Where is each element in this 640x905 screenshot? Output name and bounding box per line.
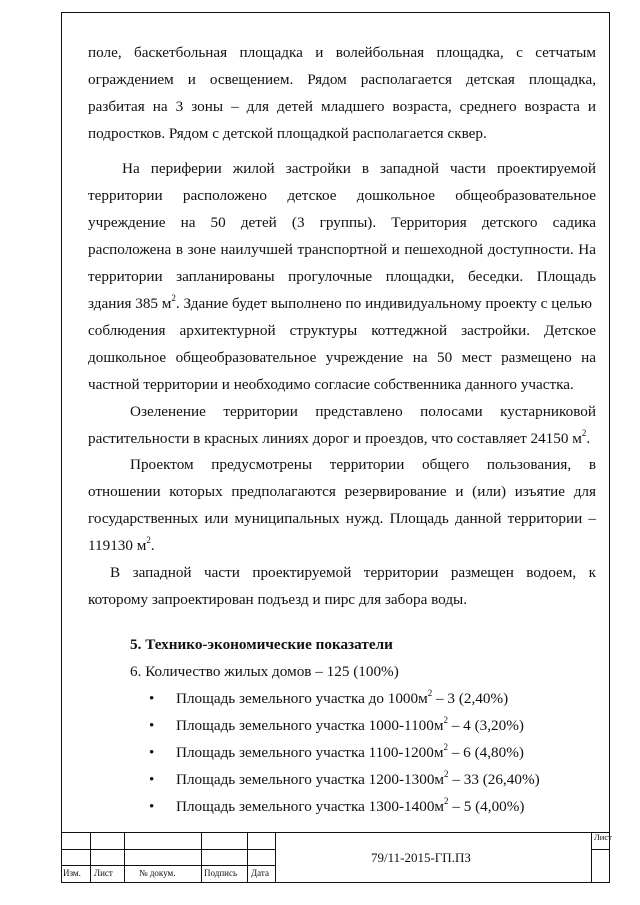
- text-span: растительности в красных линиях дорог и проездов, что составляет 24150 м: [88, 430, 582, 447]
- bullet-text: – 6 (4,80%): [447, 744, 524, 761]
- text-line: [88, 534, 596, 555]
- text-line: [88, 292, 596, 313]
- text-span: .: [586, 430, 591, 447]
- divider: [201, 832, 202, 883]
- text-line: отношении которых предполагаются резервирование и (или) изъятие для: [88, 483, 596, 500]
- bullet-text: Площадь земельного участка 1100-1200м: [176, 744, 444, 761]
- title-block: [61, 832, 610, 883]
- divider: [591, 832, 592, 883]
- bullet-icon: •: [149, 690, 155, 707]
- text-line: ограждением и освещением. Рядом располагается детская площадка,: [88, 71, 596, 88]
- divider: [124, 832, 125, 883]
- caption-izm: Изм.: [63, 868, 81, 878]
- text-line: государственных или муниципальных нужд. Площадь данной территории –: [88, 510, 596, 527]
- bullet-text: Площадь земельного участка 1000-1100м: [176, 717, 444, 734]
- list-item: 6. Количество жилых домов – 125 (100%): [130, 663, 399, 680]
- text-line: учреждение на 50 детей (3 группы). Территория детского садика: [88, 214, 596, 231]
- bullet-text: Площадь земельного участка 1200-1300м: [176, 771, 445, 788]
- divider: [90, 832, 91, 883]
- bullet-text: – 4 (3,20%): [447, 717, 524, 734]
- text-line: разбитая на 3 зоны – для детей младшего возраста, среднего возраста и: [88, 98, 596, 115]
- text-line: [88, 427, 596, 448]
- sheet-label: Лист: [594, 832, 612, 842]
- caption-date: Дата: [251, 868, 269, 878]
- caption-signature: Подпись: [204, 868, 238, 878]
- section-heading: 5. Технико-экономические показатели: [130, 636, 393, 653]
- bullet-text: Площадь земельного участка 1300-1400м: [176, 798, 445, 815]
- text-line: Проектом предусмотрены территории общего пользования, в: [130, 456, 596, 473]
- text-line: которому запроектирован подъезд и пирс для забора воды.: [88, 591, 468, 608]
- caption-doc-number: № докум.: [139, 868, 176, 878]
- superscript: 2: [443, 714, 448, 725]
- divider: [247, 832, 248, 883]
- text-line: На периферии жилой застройки в западной части проектируемой: [122, 160, 596, 177]
- superscript: 2: [171, 292, 176, 303]
- text-span: . Здание будет выполнено по индивидуальному проекту с целью: [175, 295, 592, 312]
- text-line: соблюдения архитектурной структуры коттеджной застройки. Детское: [88, 322, 596, 339]
- text-line: территории расположено детское дошкольное общеобразовательное: [88, 187, 596, 204]
- text-line: поле, баскетбольная площадка и волейбольная площадка, с сетчатым: [88, 44, 596, 61]
- bullet-icon: •: [149, 744, 155, 761]
- divider: [61, 849, 275, 850]
- text-line: частной территории и необходимо согласие собственника данного участка.: [88, 376, 574, 393]
- text-line: дошкольное общеобразовательное учреждение на 50 мест размещено на: [88, 349, 596, 366]
- superscript: 2: [444, 795, 449, 806]
- text-span: здания 385 м: [88, 295, 172, 312]
- superscript: 2: [444, 768, 449, 779]
- superscript: 2: [146, 534, 151, 545]
- text-line: подростков. Рядом с детской площадкой располагается сквер.: [88, 125, 487, 142]
- text-span: .: [150, 537, 155, 554]
- text-span: 119130 м: [88, 537, 147, 554]
- bullet-text: – 33 (26,40%): [448, 771, 540, 788]
- divider: [591, 849, 610, 850]
- document-code: 79/11-2015-ГП.ПЗ: [371, 850, 471, 865]
- text-line: Озеленение территории представлено полосами кустарниковой: [130, 403, 596, 420]
- superscript: 2: [443, 741, 448, 752]
- bullet-text: – 3 (2,40%): [432, 690, 509, 707]
- text-line: территории запланированы прогулочные площадки, беседки. Площадь: [88, 268, 596, 285]
- bullet-text: – 5 (4,00%): [448, 798, 525, 815]
- caption-list: Лист: [94, 868, 113, 878]
- bullet-text: Площадь земельного участка до 1000м: [176, 690, 428, 707]
- bullet-icon: •: [149, 798, 155, 815]
- bullet-icon: •: [149, 717, 155, 734]
- text-line: В западной части проектируемой территории размещен водоем, к: [110, 564, 596, 581]
- divider: [61, 865, 275, 866]
- divider: [61, 832, 610, 833]
- divider: [275, 832, 276, 883]
- bullet-icon: •: [149, 771, 155, 788]
- text-line: расположена в зоне наилучшей транспортной и пешеходной доступности. На: [88, 241, 596, 258]
- superscript: 2: [427, 687, 433, 698]
- superscript: 2: [581, 427, 587, 438]
